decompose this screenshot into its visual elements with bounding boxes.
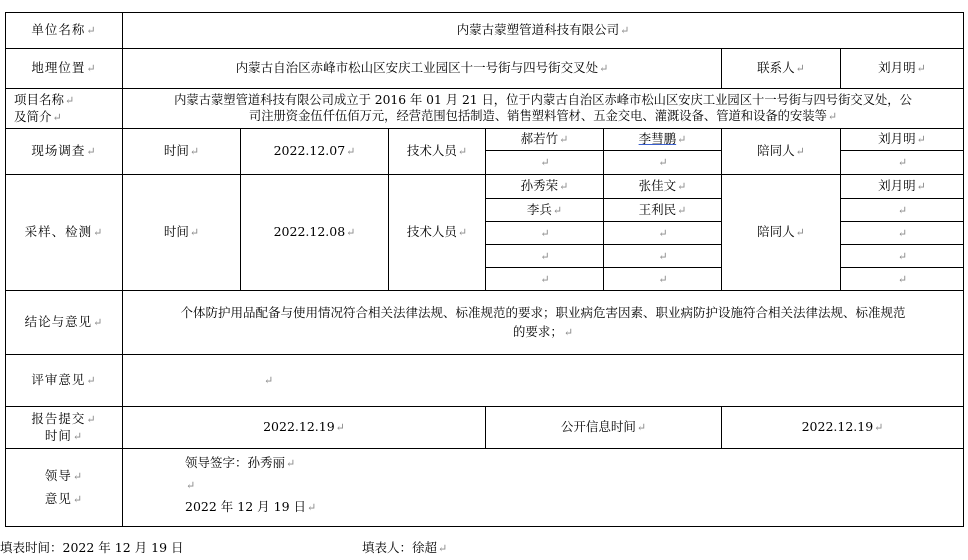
fill-time <box>0 538 184 556</box>
sampling-tech-name: 张佳文 <box>638 178 677 193</box>
paragraph-mark: ↵ <box>658 226 668 240</box>
project-row <box>6 89 964 129</box>
sampling-escort-label: 陪同人 <box>757 224 795 239</box>
review-value-cell[interactable] <box>123 355 964 407</box>
unit-label-cell <box>6 13 123 49</box>
leader-label-line2: 意见 <box>44 490 72 506</box>
paragraph-mark: ↵ <box>86 374 97 387</box>
leader-sign-line: 领导签字：孙秀丽 <box>185 455 286 470</box>
contact-value: 刘月明 <box>878 60 916 75</box>
sampling-tech-cell[interactable] <box>486 245 604 268</box>
sampling-tech-label-cell <box>389 175 486 291</box>
review-row <box>6 355 964 407</box>
sampling-time-label-cell <box>123 175 241 291</box>
sampling-escort-cell[interactable] <box>841 222 964 245</box>
site-survey-tech-cell[interactable] <box>604 129 722 151</box>
paragraph-mark: ↵ <box>189 145 200 158</box>
report-row <box>6 407 964 449</box>
sampling-escort-cell[interactable] <box>841 175 964 199</box>
paragraph-mark: ↵ <box>540 226 550 240</box>
report-label-line1: 报告提交 <box>31 410 86 426</box>
site-survey-tech-name: 李彗鹏 <box>638 131 677 146</box>
location-label-cell <box>6 49 123 89</box>
sampling-tech-cell[interactable] <box>486 175 604 199</box>
report-date: 2022.12.19 <box>263 419 335 434</box>
paragraph-mark: ↵ <box>346 226 356 239</box>
leader-date-line: 2022 年 12 月 19 日 <box>185 499 306 514</box>
site-survey-tech-cell[interactable] <box>486 129 604 151</box>
contact-label-cell <box>722 49 841 89</box>
publish-date: 2022.12.19 <box>801 419 874 434</box>
site-survey-tech-cell[interactable] <box>486 151 604 175</box>
sampling-escort-label-cell <box>722 175 841 291</box>
sampling-tech-cell[interactable] <box>486 199 604 222</box>
paragraph-mark: ↵ <box>795 226 805 239</box>
site-survey-escort-label: 陪同人 <box>757 143 795 158</box>
site-survey-escort-cell[interactable] <box>841 129 964 151</box>
sampling-tech-label: 技术人员 <box>406 224 457 239</box>
leader-label-line1: 领导 <box>44 467 72 483</box>
paragraph-mark: ↵ <box>658 272 668 286</box>
sampling-date-cell[interactable] <box>241 175 389 291</box>
paragraph-mark: ↵ <box>897 203 908 217</box>
paragraph-mark: ↵ <box>795 145 805 158</box>
site-survey-tech-label: 技术人员 <box>406 143 457 158</box>
unit-value: 内蒙古蒙塑管道科技有限公司 <box>456 22 620 37</box>
sampling-escort-cell[interactable] <box>841 268 964 291</box>
sampling-tech-cell[interactable] <box>604 199 722 222</box>
sampling-escort-name: 刘月明 <box>878 178 916 193</box>
review-label: 评审意见 <box>31 372 86 387</box>
project-label-line1: 项目名称 <box>14 91 65 107</box>
sampling-tech-cell[interactable] <box>486 268 604 291</box>
sampling-tech-name: 孙秀荣 <box>520 178 559 193</box>
paragraph-mark: ↵ <box>189 226 200 239</box>
location-value-cell[interactable] <box>123 49 722 89</box>
paragraph-mark: ↵ <box>677 203 687 217</box>
sampling-tech-cell[interactable] <box>604 175 722 199</box>
site-survey-label: 现场调查 <box>31 143 86 158</box>
site-survey-time-label: 时间 <box>163 143 189 158</box>
conclusion-text-line1: 个体防护用品配备与使用情况符合相关法律法规、标准规范的要求；职业病危害因素、职业病防护设施符合相关法律法规、标准规范 <box>180 305 906 320</box>
project-text-line2: 司注册资金伍仟伍佰万元，经营范围包括制造、销售塑料管材、五金交电、灌溉设备、管道和设备的安装等 <box>248 109 827 123</box>
review-label-cell <box>6 355 123 407</box>
sampling-label-cell <box>6 175 123 291</box>
paragraph-mark: ↵ <box>72 492 84 506</box>
paragraph-mark: ↵ <box>827 110 838 123</box>
paragraph-mark: ↵ <box>457 226 468 239</box>
paragraph-mark: ↵ <box>599 62 609 75</box>
paragraph-mark: ↵ <box>93 226 104 239</box>
paragraph-mark: ↵ <box>540 156 550 169</box>
site-survey-escort-cell[interactable] <box>841 151 964 175</box>
paragraph-mark: ↵ <box>86 412 97 426</box>
site-survey-date-cell[interactable] <box>241 129 389 175</box>
sampling-tech-name: 王利民 <box>638 201 677 217</box>
paragraph-mark: ↵ <box>72 429 84 443</box>
sampling-label: 采样、检测 <box>24 224 93 239</box>
sampling-tech-cell[interactable] <box>486 222 604 245</box>
paragraph-mark: ↵ <box>559 133 569 146</box>
paragraph-mark: ↵ <box>620 24 630 37</box>
paragraph-mark: ↵ <box>72 469 84 483</box>
paragraph-mark: ↵ <box>540 249 550 263</box>
fill-time-value: 2022 年 12 月 19 日 <box>62 540 184 555</box>
location-row <box>6 49 964 89</box>
paragraph-mark: ↵ <box>563 326 574 339</box>
site-survey-escort-name: 刘月明 <box>878 131 916 146</box>
leader-label-cell <box>6 449 123 527</box>
report-label-line2: 时间 <box>44 427 72 443</box>
paragraph-mark: ↵ <box>874 421 884 434</box>
sampling-date: 2022.12.08 <box>273 224 346 239</box>
paragraph-mark: ↵ <box>307 501 317 514</box>
conclusion-text-line2: 的要求； <box>512 324 563 339</box>
site-survey-tech-cell[interactable] <box>604 151 722 175</box>
paragraph-mark: ↵ <box>86 24 97 37</box>
sampling-row-1 <box>6 175 964 199</box>
site-survey-escort-label-cell <box>722 129 841 175</box>
contact-value-cell[interactable] <box>841 49 964 89</box>
sampling-escort-cell[interactable] <box>841 199 964 222</box>
conclusion-label: 结论与意见 <box>24 314 93 329</box>
publish-label: 公开信息时间 <box>560 419 636 434</box>
filler-label: 填表人： <box>362 540 413 555</box>
sampling-escort-cell[interactable] <box>841 245 964 268</box>
contact-label: 联系人 <box>757 60 795 75</box>
project-label-cell <box>6 89 123 129</box>
paragraph-mark: ↵ <box>335 421 345 434</box>
paragraph-mark: ↵ <box>916 180 926 193</box>
paragraph-mark: ↵ <box>916 62 926 75</box>
paragraph-mark: ↵ <box>658 249 668 263</box>
paragraph-mark: ↵ <box>897 156 908 169</box>
location-value: 内蒙古自治区赤峰市松山区安庆工业园区十一号街与四号街交叉处 <box>235 60 599 75</box>
publish-date-cell[interactable] <box>722 407 964 449</box>
paragraph-mark: ↵ <box>52 110 62 124</box>
paragraph-mark: ↵ <box>897 249 908 263</box>
paragraph-mark: ↵ <box>65 93 75 107</box>
unit-value-cell[interactable] <box>123 13 964 49</box>
publish-label-cell <box>486 407 722 449</box>
project-info-form <box>5 12 964 527</box>
conclusion-row <box>6 291 964 355</box>
paragraph-mark: ↵ <box>346 145 356 158</box>
paragraph-mark: ↵ <box>86 145 97 158</box>
site-survey-label-cell <box>6 129 123 175</box>
sampling-tech-cell[interactable] <box>604 268 722 291</box>
filler-value: 徐超 <box>412 540 438 555</box>
site-survey-row-1 <box>6 129 964 151</box>
paragraph-mark: ↵ <box>677 133 687 146</box>
sampling-time-label: 时间 <box>163 224 189 239</box>
unit-label: 单位名称 <box>31 22 86 37</box>
paragraph-mark: ↵ <box>186 479 196 492</box>
site-survey-time-label-cell <box>123 129 241 175</box>
sampling-tech-cell[interactable] <box>604 245 722 268</box>
site-survey-tech-label-cell <box>389 129 486 175</box>
filler <box>362 538 447 556</box>
location-label: 地理位置 <box>31 60 86 75</box>
leader-notes-cell[interactable] <box>123 449 964 527</box>
paragraph-mark: ↵ <box>264 374 274 387</box>
sampling-tech-name: 李兵 <box>526 201 552 217</box>
paragraph-mark: ↵ <box>636 421 647 434</box>
paragraph-mark: ↵ <box>795 62 805 75</box>
paragraph-mark: ↵ <box>559 180 569 193</box>
unit-row <box>6 13 964 49</box>
report-date-cell[interactable] <box>123 407 486 449</box>
project-label-line2: 及简介 <box>14 108 52 124</box>
paragraph-mark: ↵ <box>86 62 97 75</box>
site-survey-date: 2022.12.07 <box>273 143 346 158</box>
paragraph-mark: ↵ <box>897 226 908 240</box>
paragraph-mark: ↵ <box>897 272 908 286</box>
paragraph-mark: ↵ <box>457 145 468 158</box>
site-survey-tech-name: 郝若竹 <box>520 131 559 146</box>
paragraph-mark: ↵ <box>552 203 563 217</box>
paragraph-mark: ↵ <box>658 156 668 169</box>
paragraph-mark: ↵ <box>438 542 448 555</box>
leader-row <box>6 449 964 527</box>
sampling-tech-cell[interactable] <box>604 222 722 245</box>
project-text-cell[interactable] <box>123 89 964 129</box>
fill-time-label: 填表时间： <box>0 540 63 555</box>
paragraph-mark: ↵ <box>540 272 550 286</box>
conclusion-text-cell[interactable] <box>123 291 964 355</box>
project-text-line1: 内蒙古蒙塑管道科技有限公司成立于 2016 年 01 月 21 日，位于内蒙古自治区赤峰市松山区安庆工业园区十一号街与四号街交叉处，公 <box>174 93 912 107</box>
paragraph-mark: ↵ <box>677 180 687 193</box>
paragraph-mark: ↵ <box>93 316 104 329</box>
paragraph-mark: ↵ <box>916 133 926 146</box>
report-label-cell <box>6 407 123 449</box>
paragraph-mark: ↵ <box>286 457 296 470</box>
conclusion-label-cell <box>6 291 123 355</box>
